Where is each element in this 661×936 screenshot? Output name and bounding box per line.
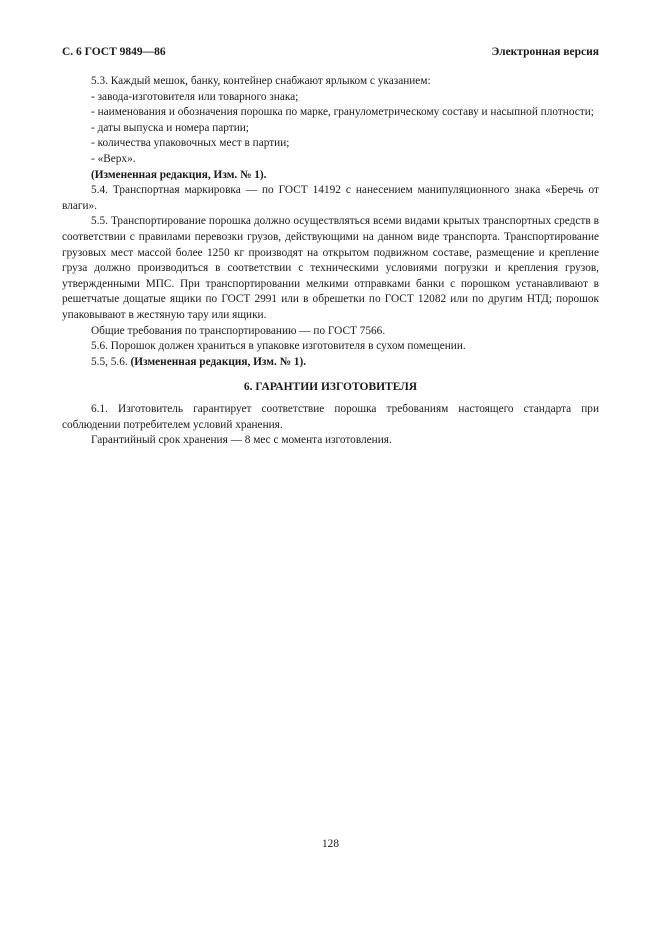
document-page bbox=[62, 44, 599, 449]
paragraph-5-4: 5.4. Транспортная маркировка — по ГОСТ 14192 с нанесением манипуляционного знака «Беречь от влаги». bbox=[62, 184, 599, 212]
page-number: 128 bbox=[322, 838, 339, 850]
label-item-date: - даты выпуска и номера партии; bbox=[91, 121, 249, 134]
paragraph-general-transport: Общие требования по транспортированию — по ГОСТ 7566. bbox=[91, 324, 386, 337]
paragraph-warranty-period: Гарантийный срок хранения — 8 мес с момента изготовления. bbox=[91, 434, 392, 447]
label-item-top: - «Верх». bbox=[91, 152, 136, 165]
section-6-body bbox=[62, 402, 599, 449]
amendment-note-2 bbox=[62, 355, 599, 371]
section-6-heading: 6. ГАРАНТИИ ИЗГОТОВИТЕЛЯ bbox=[243, 381, 418, 394]
section-5-body bbox=[62, 74, 599, 370]
page-header bbox=[62, 44, 599, 60]
paragraph-5-3: 5.3. Каждый мешок, банку, контейнер снабжают ярлыком с указанием: bbox=[91, 75, 431, 87]
paragraph-5-5: 5.5. Транспортирование порошка должно осуществляться всеми видами крытых транспортных средств в соответствии с правилами перевозки грузов, действующими на данном виде транспорта. Транспортирование грузовых мест массой более 1250 кг производят на открытом подвижном составе, размещение и крепление груза должно производиться в соответствии с техническими условиями погрузки и крепления грузов, утвержденными МПС. При транспортировании мелкими отправками банки с порошком устанавливают в решетчатые дощатые ящики по ГОСТ 2991 или в обрешетки по ГОСТ 12082 или по другим НТД; порошок упаковывают в жестяную тару или ящики. bbox=[62, 215, 599, 321]
paragraph-6-1: 6.1. Изготовитель гарантирует соответствие порошка требованиям настоящего стандарта при соблюдении потребителем условий хранения. bbox=[62, 403, 599, 431]
amendment-note-1: (Измененная редакция, Изм. № 1). bbox=[91, 168, 267, 181]
label-item-manufacturer: - завода-изготовителя или товарного знака; bbox=[91, 90, 299, 103]
header-document-id: С. 6 ГОСТ 9849—86 bbox=[62, 46, 166, 58]
header-version-label: Электронная версия bbox=[491, 46, 599, 58]
label-item-designation: - наименования и обозначения порошка по марке, гранулометрическому составу и насыпной плотности; bbox=[91, 106, 594, 119]
paragraph-5-6: 5.6. Порошок должен храниться в упаковке изготовителя в сухом помещении. bbox=[91, 340, 466, 353]
label-item-quantity: - количества упаковочных мест в партии; bbox=[91, 137, 290, 150]
amendment-note-2-text: (Измененная редакция, Изм. № 1). bbox=[130, 355, 307, 368]
amendment-note-2-prefix: 5.5, 5.6. bbox=[91, 355, 128, 368]
